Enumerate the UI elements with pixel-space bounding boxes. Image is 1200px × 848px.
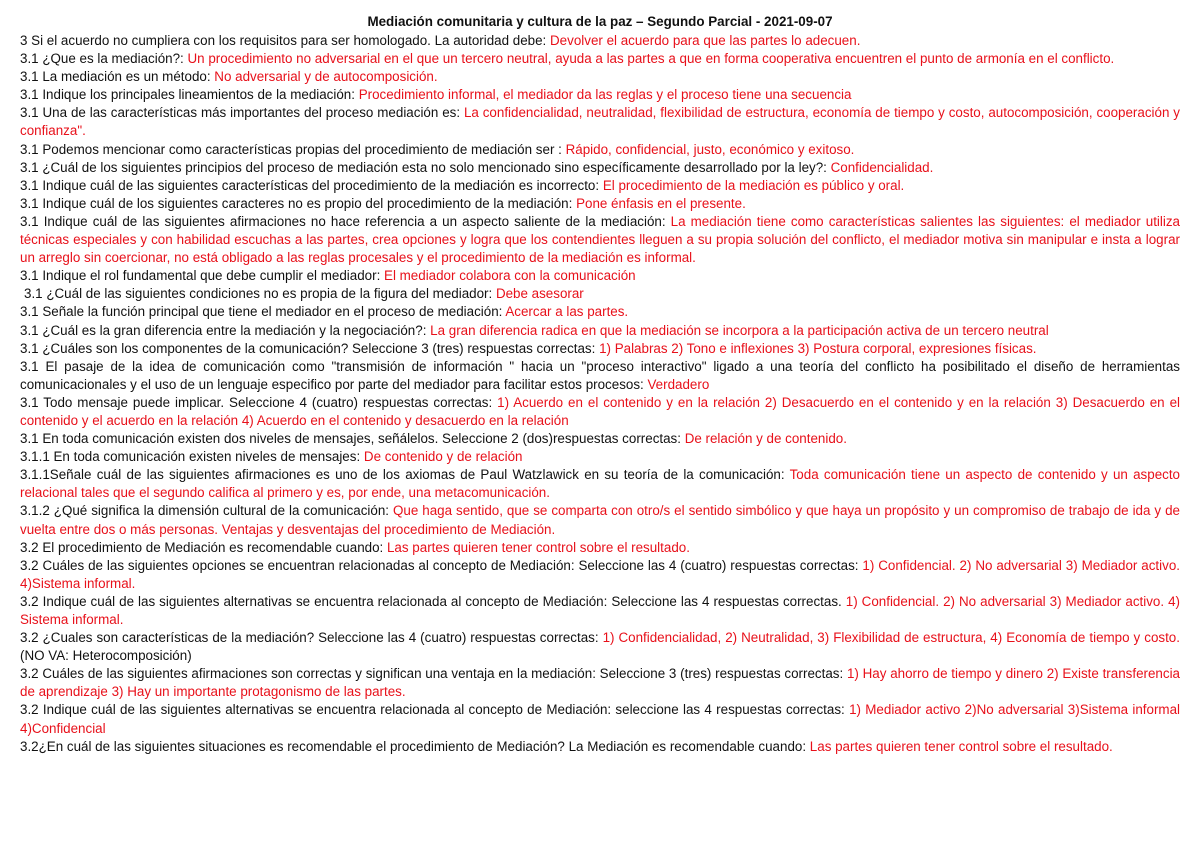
qa-item [20, 358, 1180, 394]
answer-text: 1) Confidencialidad, 2) Neutralidad, 3) Flexibilidad de estructura, 4) Economía de tiempo y costo. [602, 630, 1180, 646]
question-text: 3.1 Señale la función principal que tiene el mediador en el proceso de mediación: [20, 304, 506, 320]
question-text: 3.2 ¿Cuales son características de la mediación? Seleccione las 4 (cuatro) respuestas correctas: [20, 630, 603, 646]
qa-item [20, 141, 1180, 159]
qa-item [20, 32, 1180, 50]
qa-item [20, 177, 1180, 195]
answer-text: Confidencialidad. [830, 159, 934, 175]
answer-text: Devolver el acuerdo para que las partes lo adecuen. [550, 33, 861, 48]
question-text: 3.1 Indique cuál de los siguientes caracteres no es propio del procedimiento de la mediación: [20, 195, 577, 211]
document-title: Mediación comunitaria y cultura de la paz – Segundo Parcial - 2021-09-07 [367, 14, 833, 29]
question-text: 3.1 La mediación es un método: [20, 69, 215, 85]
answer-text: La mediación tiene como características salientes las siguientes: el mediador utiliza técnicas especiales y con habilidad escuchas a las partes, crea opciones y logra que los contendientes lleguen a su propia solución del conflicto, el mediador motiva sin manipular e insta a lograr un arreglo sin coercionar, no está obligado a las reglas procesales y el procedimiento de la mediación es informal. [20, 213, 1180, 266]
qa-item [20, 466, 1180, 502]
question-text: 3.1.1Señale cuál de las siguientes afirmaciones es uno de los axiomas de Paul Watzlawick en su teoría de la comunicación: [20, 467, 790, 483]
question-text: 3.1.1 En toda comunicación existen niveles de mensajes: [20, 449, 364, 465]
qa-item [20, 285, 1180, 303]
answer-text: El procedimiento de la mediación es público y oral. [602, 177, 905, 193]
question-text: 3.1 En toda comunicación existen dos niveles de mensajes, señálelos. Seleccione 2 (dos)respuestas correctas: [20, 431, 685, 447]
question-text: 3.1 Indique los principales lineamientos de la mediación: [20, 87, 359, 103]
answer-note: (NO VA: Heterocomposición) [20, 648, 192, 664]
answer-text: Pone énfasis en el presente. [576, 195, 746, 211]
question-text: 3.1 Indique el rol fundamental que debe cumplir el mediador: [20, 268, 385, 284]
question-text: 3.1 ¿Cuál de las siguientes condiciones no es propia de la figura del mediador: [24, 286, 496, 302]
qa-item [20, 68, 1180, 86]
answer-text: La confidencialidad, neutralidad, flexibilidad de estructura, economía de tiempo y costo, autocomposición, cooperación y confianza". [20, 105, 1180, 139]
question-text: 3.2 Cuáles de las siguientes opciones se encuentran relacionadas al concepto de Mediación: Seleccione las 4 (cuatro) respuestas correctas: [20, 557, 863, 573]
qa-item [20, 267, 1180, 285]
answer-text: Las partes quieren tener control sobre el resultado. [809, 738, 1113, 754]
answer-text: Procedimiento informal, el mediador da las reglas y el proceso tiene una secuencia [358, 87, 852, 103]
question-text: 3.1 Indique cuál de las siguientes características del procedimiento de la mediación es incorrecto: [20, 177, 603, 193]
answer-text: Las partes quieren tener control sobre el resultado. [386, 539, 690, 555]
question-text: 3.1 ¿Cuáles son los componentes de la comunicación? Seleccione 3 (tres) respuestas correctas: [20, 340, 600, 356]
question-text: 3.1 ¿Cuál de los siguientes principios del proceso de mediación esta no solo mencionado sino específicamente desarrollado por la ley?: [20, 159, 831, 175]
answer-text: Acercar a las partes. [505, 304, 629, 320]
answer-text: Que haga sentido, que se comparta con otro/s el sentido simbólico y que haya un propósito y un compromiso de trabajo de ida y de vuelta entre dos o más personas. Ventajas y desventajas del procedimiento de Mediación. [20, 503, 1180, 537]
qa-item [20, 104, 1180, 140]
qa-item [20, 701, 1180, 737]
question-text: 3.1 Indique cuál de las siguientes afirmaciones no hace referencia a un aspecto saliente de la mediación: [20, 213, 671, 229]
answer-text: No adversarial y de autocomposición. [214, 69, 438, 85]
qa-item [20, 50, 1180, 68]
qa-item [20, 629, 1180, 665]
question-text: 3.1 Todo mensaje puede implicar. Seleccione 4 (cuatro) respuestas correctas: [20, 394, 498, 410]
qa-item [20, 303, 1180, 321]
answer-text: Verdadero [647, 376, 710, 392]
qa-item [20, 539, 1180, 557]
question-text: 3.1 El pasaje de la idea de comunicación como "transmisión de información " hacia un "proceso interactivo" ligado a una teoría del conflicto ha posibilitado el diseño de herramientas comunicacionales y el uso de un lenguaje especifico por parte del mediador para facilitar estos procesos: [20, 358, 1180, 392]
qa-item [20, 593, 1180, 629]
qa-item [20, 86, 1180, 104]
answer-text: 1) Mediador activo 2)No adversarial 3)Sistema informal 4)Confidencial [20, 702, 1180, 736]
question-text: 3.2 Indique cuál de las siguientes alternativas se encuentra relacionada al concepto de Mediación: seleccione las 4 respuestas correctas: [20, 702, 850, 718]
question-text: 3.1 Podemos mencionar como características propias del procedimiento de mediación ser : [20, 141, 566, 157]
qa-item [20, 159, 1180, 177]
qa-item [20, 394, 1180, 430]
answer-text: Un procedimiento no adversarial en el que un tercero neutral, ayuda a las partes a que en forma cooperativa encuentren el punto de armonía en el conflicto. [187, 51, 1115, 67]
question-text: 3 Si el acuerdo no cumpliera con los requisitos para ser homologado. La autoridad debe: [20, 33, 551, 48]
answer-text: 1) Confidencial. 2) No adversarial 3) Mediador activo. 4)Sistema informal. [20, 557, 1180, 591]
qa-item [20, 195, 1180, 213]
answer-text: De relación y de contenido. [684, 431, 847, 447]
qa-item [20, 738, 1180, 756]
qa-item [20, 322, 1180, 340]
qa-item [20, 430, 1180, 448]
qa-item [20, 665, 1180, 701]
answer-text: 1) Palabras 2) Tono e inflexiones 3) Postura corporal, expresiones físicas. [599, 340, 1037, 356]
qa-item [20, 340, 1180, 358]
question-text: 3.2 Indique cuál de las siguientes alternativas se encuentra relacionada al concepto de Mediación: Seleccione las 4 respuestas correctas. [20, 593, 846, 609]
question-text: 3.2 Cuáles de las siguientes afirmaciones son correctas y significan una ventaja en la mediación: Seleccione 3 (tres) respuestas correctas: [20, 666, 847, 682]
qa-item [20, 213, 1180, 267]
answer-text: De contenido y de relación [363, 449, 523, 465]
answer-text: 1) Confidencial. 2) No adversarial 3) Mediador activo. 4) Sistema informal. [20, 593, 1180, 627]
question-text: 3.2¿En cuál de las siguientes situaciones es recomendable el procedimiento de Mediación? La Mediación es recomendable cuando: [20, 738, 810, 754]
answer-text: Toda comunicación tiene un aspecto de contenido y un aspecto relacional tales que el segundo califica al primero y es, por ende, una metacomunicación. [20, 467, 1181, 501]
answer-text: 1) Acuerdo en el contenido y en la relación 2) Desacuerdo en el contenido y en la relación 3) Desacuerdo en el contenido y el acuerdo en la relación 4) Acuerdo en el contenido y desacuerdo en la relación [20, 394, 1180, 428]
qa-item [20, 557, 1180, 593]
answer-text: 1) Hay ahorro de tiempo y dinero 2) Existe transferencia de aprendizaje 3) Hay un importante protagonismo de las partes. [20, 666, 1180, 700]
question-text: 3.1 Una de las características más importantes del proceso mediación es: [20, 105, 464, 121]
answer-text: El mediador colabora con la comunicación [384, 268, 636, 284]
question-text: 3.1 ¿Que es la mediación?: [20, 51, 188, 67]
qa-item [20, 502, 1180, 538]
answer-text: Debe asesorar [495, 286, 584, 302]
qa-item [20, 448, 1180, 466]
answer-text: La gran diferencia radica en que la mediación se incorpora a la participación activa de un tercero neutral [430, 322, 1049, 338]
question-text: 3.1.2 ¿Qué significa la dimensión cultural de la comunicación: [20, 503, 393, 519]
question-text: 3.1 ¿Cuál es la gran diferencia entre la mediación y la negociación?: [20, 322, 431, 338]
answer-text: Rápido, confidencial, justo, económico y exitoso. [565, 141, 855, 157]
question-text: 3.2 El procedimiento de Mediación es recomendable cuando: [20, 539, 387, 555]
